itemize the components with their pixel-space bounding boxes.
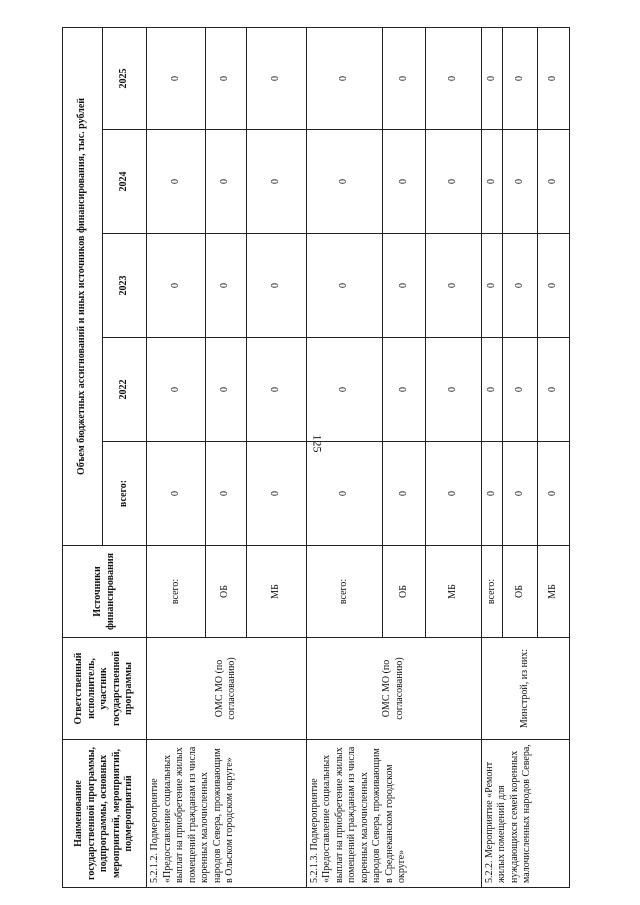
value-2023: 0 (383, 234, 426, 338)
value-2024: 0 (246, 130, 306, 234)
value-2024: 0 (481, 130, 502, 234)
value-2025: 0 (205, 27, 246, 129)
value-2022: 0 (246, 338, 306, 442)
executor-cell: ОМС МО (по согласованию) (147, 638, 307, 740)
value-2024: 0 (306, 130, 383, 234)
source-cell: МБ (426, 546, 482, 638)
financing-table-container (62, 28, 570, 888)
header-total: всего: (103, 442, 147, 546)
value-2023: 0 (426, 234, 482, 338)
source-cell: ОБ (383, 546, 426, 638)
value-2024: 0 (502, 130, 538, 234)
value-2024: 0 (383, 130, 426, 234)
header-volume: Объем бюджетных ассигнований и иных источников финансирования, тыс. рублей (63, 27, 103, 545)
page-number: 125 (310, 434, 325, 453)
value-2023: 0 (306, 234, 383, 338)
source-cell: всего: (147, 546, 206, 638)
value-2025: 0 (306, 27, 383, 129)
value-2022: 0 (481, 338, 502, 442)
value-2022: 0 (383, 338, 426, 442)
value-total: 0 (481, 442, 502, 546)
measure-name: 5.2.1.3. Подмероприятие «Предоставление социальных выплат на приобретение жилых помещений гражданам из числа коренных малочисленных народов Севера, проживающим в Среднеканском городском округе» (306, 740, 481, 888)
header-2024: 2024 (103, 130, 147, 234)
value-2025: 0 (538, 27, 570, 129)
value-total: 0 (383, 442, 426, 546)
value-2024: 0 (147, 130, 206, 234)
source-cell: ОБ (205, 546, 246, 638)
value-total: 0 (538, 442, 570, 546)
header-2023: 2023 (103, 234, 147, 338)
value-2023: 0 (147, 234, 206, 338)
value-total: 0 (147, 442, 206, 546)
source-cell: всего: (306, 546, 383, 638)
value-2022: 0 (147, 338, 206, 442)
value-2022: 0 (502, 338, 538, 442)
value-total: 0 (502, 442, 538, 546)
header-2022: 2022 (103, 338, 147, 442)
value-2025: 0 (502, 27, 538, 129)
header-source: Источники финансирования (63, 546, 147, 638)
value-2022: 0 (306, 338, 383, 442)
table-row (306, 27, 383, 887)
value-2022: 0 (205, 338, 246, 442)
executor-cell: ОМС МО (по согласованию) (306, 638, 481, 740)
executor-cell: Минстрой, из них: (481, 638, 569, 740)
value-2023: 0 (502, 234, 538, 338)
value-total: 0 (205, 442, 246, 546)
source-cell: МБ (538, 546, 570, 638)
value-2024: 0 (426, 130, 482, 234)
header-name: Наименование государственной программы, подпрограммы, основных мероприятий, мероприятий, подмероприятий (63, 740, 147, 888)
value-2023: 0 (538, 234, 570, 338)
table-row (481, 27, 502, 887)
value-2023: 0 (205, 234, 246, 338)
value-2024: 0 (538, 130, 570, 234)
header-row-1 (63, 27, 103, 887)
value-2023: 0 (481, 234, 502, 338)
value-2025: 0 (246, 27, 306, 129)
table-row (147, 27, 206, 887)
value-2024: 0 (205, 130, 246, 234)
measure-name: 5.2.2. Мероприятие «Ремонт жилых помещений для нуждающихся семей коренных малочисленных народов Севера, (481, 740, 569, 888)
value-2025: 0 (383, 27, 426, 129)
header-2025: 2025 (103, 27, 147, 129)
financing-table (62, 27, 570, 888)
header-executor: Ответственный исполнитель, участник государственной программы (63, 638, 147, 740)
value-2025: 0 (481, 27, 502, 129)
value-2023: 0 (246, 234, 306, 338)
value-total: 0 (306, 442, 383, 546)
value-2022: 0 (426, 338, 482, 442)
value-2022: 0 (538, 338, 570, 442)
measure-name: 5.2.1.2. Подмероприятие «Предоставление социальных выплат на приобретение жилых помещений гражданам из числа коренных малочисленных народов Севера, проживающим в Ольском городском округе» (147, 740, 307, 888)
source-cell: МБ (246, 546, 306, 638)
value-2025: 0 (147, 27, 206, 129)
value-total: 0 (246, 442, 306, 546)
value-total: 0 (426, 442, 482, 546)
value-2025: 0 (426, 27, 482, 129)
source-cell: всего: (481, 546, 502, 638)
rotated-page (62, 28, 570, 888)
source-cell: ОБ (502, 546, 538, 638)
